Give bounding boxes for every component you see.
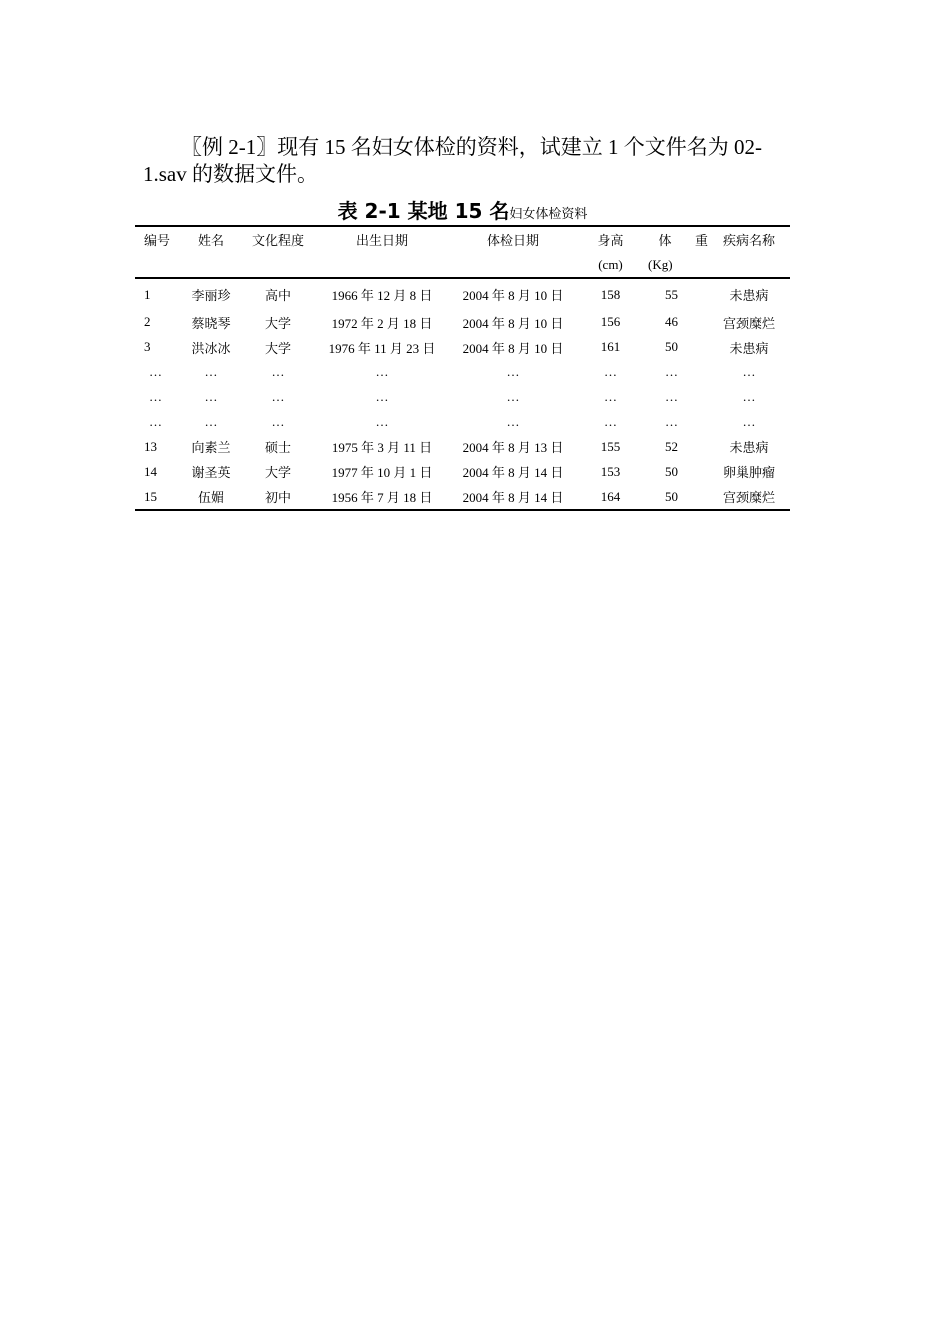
header-weight-b: 重 bbox=[694, 233, 708, 248]
cell-id: 14 bbox=[144, 463, 157, 479]
cell-edu: 大学 bbox=[264, 315, 291, 331]
header-height: 身高 bbox=[597, 233, 624, 248]
cell-name: 向素兰 bbox=[191, 440, 231, 456]
cell-disease: 宫颈糜烂 bbox=[722, 315, 775, 331]
table-row bbox=[135, 459, 790, 484]
header-weight-a: 体 bbox=[658, 233, 672, 248]
cell-exam: 2004 年 8 月 14 日 bbox=[462, 465, 564, 481]
cell-exam: 2004 年 8 月 13 日 bbox=[462, 440, 564, 456]
cell-height: … bbox=[604, 389, 617, 405]
header-weight bbox=[648, 226, 708, 252]
cell-birth: … bbox=[375, 389, 389, 405]
intro-paragraph: 〖例 2-1〗现有 15 名妇女体检的资料，试建立 1 个文件名为 02-1.sav 的数据文件。 bbox=[143, 135, 762, 186]
cell-disease: … bbox=[742, 364, 756, 380]
cell-disease: 卵巢肿瘤 bbox=[722, 465, 775, 481]
cell-birth: 1956 年 7 月 18 日 bbox=[331, 490, 433, 506]
cell-height: 156 bbox=[600, 314, 621, 330]
table-caption-main: 表 2-1 某地 15 名 bbox=[337, 199, 510, 223]
cell-id: 2 bbox=[144, 314, 151, 330]
cell-weight: 55 bbox=[665, 286, 678, 302]
cell-name: … bbox=[204, 389, 218, 405]
cell-name: 伍媚 bbox=[197, 490, 224, 506]
table-header-units-row bbox=[135, 252, 790, 278]
table-row bbox=[135, 278, 790, 310]
cell-disease: 未患病 bbox=[729, 340, 769, 356]
cell-edu: 高中 bbox=[264, 288, 291, 303]
cell-exam: … bbox=[506, 364, 520, 380]
table-row bbox=[135, 335, 790, 360]
cell-disease: 未患病 bbox=[729, 440, 769, 456]
header-disease: 疾病名称 bbox=[722, 233, 775, 248]
cell-id: … bbox=[149, 364, 162, 380]
cell-name: 谢圣英 bbox=[191, 465, 231, 481]
cell-weight: 50 bbox=[665, 488, 678, 504]
cell-id: 3 bbox=[144, 339, 151, 355]
cell-weight: … bbox=[665, 389, 678, 405]
cell-id: … bbox=[149, 414, 162, 429]
cell-edu: … bbox=[271, 414, 285, 429]
cell-weight: 50 bbox=[665, 339, 678, 355]
cell-birth: … bbox=[375, 364, 389, 380]
cell-birth: 1975 年 3 月 11 日 bbox=[331, 440, 433, 456]
header-weight-unit: (Kg) bbox=[648, 252, 708, 278]
cell-edu: 初中 bbox=[264, 490, 291, 506]
table-caption-sub: 妇女体检资料 bbox=[509, 207, 588, 222]
cell-name: 李丽珍 bbox=[191, 288, 231, 303]
cell-height: 158 bbox=[600, 286, 621, 302]
cell-exam: … bbox=[506, 389, 520, 405]
cell-name: 洪冰冰 bbox=[191, 340, 231, 356]
cell-height: 155 bbox=[600, 438, 621, 454]
cell-weight: 50 bbox=[665, 463, 678, 479]
cell-edu: … bbox=[271, 364, 285, 380]
cell-birth: 1972 年 2 月 18 日 bbox=[331, 315, 433, 331]
header-height-unit: (cm) bbox=[573, 252, 648, 278]
cell-id: … bbox=[149, 389, 162, 405]
cell-id: 13 bbox=[144, 438, 157, 454]
cell-birth: … bbox=[375, 414, 389, 429]
header-education: 文化程度 bbox=[251, 233, 304, 248]
cell-weight: … bbox=[665, 364, 678, 380]
table-row bbox=[135, 484, 790, 510]
cell-edu: 大学 bbox=[264, 465, 291, 481]
cell-edu: … bbox=[271, 389, 285, 405]
header-birth-date: 出生日期 bbox=[355, 233, 408, 248]
cell-disease: … bbox=[742, 414, 756, 429]
header-exam-date: 体检日期 bbox=[486, 233, 539, 248]
cell-id: 1 bbox=[144, 286, 151, 302]
cell-height: … bbox=[604, 364, 617, 380]
cell-height: 164 bbox=[600, 488, 621, 504]
cell-weight: … bbox=[665, 414, 678, 429]
cell-name: … bbox=[204, 364, 218, 380]
cell-edu: 硕士 bbox=[264, 440, 291, 456]
cell-disease: 宫颈糜烂 bbox=[722, 490, 775, 506]
table-header-row bbox=[135, 226, 790, 252]
cell-exam: 2004 年 8 月 10 日 bbox=[462, 340, 564, 356]
cell-edu: 大学 bbox=[264, 340, 291, 356]
cell-birth: 1976 年 11 月 23 日 bbox=[328, 340, 436, 356]
table-row bbox=[135, 410, 790, 435]
cell-weight: 46 bbox=[665, 314, 678, 330]
table-row bbox=[135, 310, 790, 335]
cell-disease: … bbox=[742, 389, 756, 405]
exam-table bbox=[135, 225, 790, 511]
table-caption bbox=[135, 199, 790, 227]
cell-exam: … bbox=[506, 414, 520, 429]
header-name: 姓名 bbox=[197, 233, 224, 248]
cell-id: 15 bbox=[144, 488, 157, 504]
cell-birth: 1966 年 12 月 8 日 bbox=[331, 288, 433, 303]
header-id: 编号 bbox=[144, 233, 171, 248]
cell-exam: 2004 年 8 月 14 日 bbox=[462, 490, 564, 506]
cell-name: … bbox=[204, 414, 218, 429]
cell-weight: 52 bbox=[665, 438, 678, 454]
table-row bbox=[135, 434, 790, 459]
cell-name: 蔡晓琴 bbox=[191, 315, 231, 331]
table-row bbox=[135, 385, 790, 410]
cell-exam: 2004 年 8 月 10 日 bbox=[462, 315, 564, 331]
cell-disease: 未患病 bbox=[729, 288, 769, 303]
cell-height: 161 bbox=[600, 339, 621, 355]
cell-height: … bbox=[604, 414, 617, 429]
cell-birth: 1977 年 10 月 1 日 bbox=[331, 465, 433, 481]
cell-exam: 2004 年 8 月 10 日 bbox=[462, 288, 564, 303]
cell-height: 153 bbox=[600, 463, 621, 479]
table-row bbox=[135, 360, 790, 385]
